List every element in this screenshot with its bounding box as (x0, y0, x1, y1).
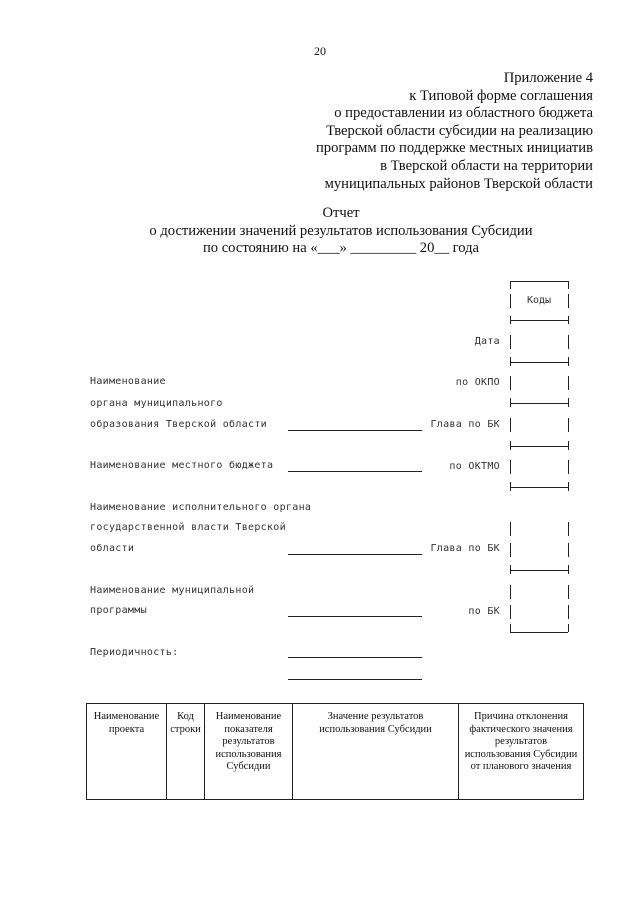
report-title (0, 205, 640, 258)
codes-tick (510, 281, 511, 289)
codes-tick (568, 357, 569, 366)
codes-tick (568, 335, 569, 349)
column-header-row-code: Код строки (167, 704, 205, 800)
budget-name-label: Наименование местного бюджета (90, 460, 274, 471)
report-date-line: по состоянию на «___» _________ 20__ года (202, 240, 480, 257)
page-number: 20 (314, 44, 326, 58)
codes-tick (510, 565, 511, 574)
codes-separator (510, 487, 568, 488)
date-label: Дата (474, 336, 500, 347)
codes-tick (568, 460, 569, 474)
glava-bk-label: Глава по БК (430, 543, 500, 554)
okpo-label: по ОКПО (455, 377, 500, 388)
codes-separator (510, 570, 568, 571)
codes-tick (510, 357, 511, 366)
codes-tick (568, 398, 569, 407)
codes-tick (568, 585, 569, 599)
codes-tick (568, 543, 569, 557)
codes-tick (510, 294, 511, 308)
codes-tick (510, 441, 511, 450)
codes-tick (510, 482, 511, 491)
codes-tick (568, 294, 569, 308)
codes-bottom-line (510, 632, 568, 633)
appendix-line: в Тверской области на территории (380, 157, 593, 174)
codes-separator (510, 403, 568, 404)
oktmo-label: по ОКТМО (449, 461, 500, 472)
codes-tick (510, 376, 511, 390)
codes-tick (568, 605, 569, 619)
codes-tick (568, 281, 569, 289)
appendix-line: муниципальных районов Тверской области (324, 175, 593, 192)
codes-tick (568, 624, 569, 632)
program-name-label: программы (90, 605, 147, 616)
appendix-header (316, 70, 593, 193)
po-bk-label: по БК (468, 606, 500, 617)
appendix-line: Приложение 4 (503, 70, 593, 86)
exec-organ-label: области (90, 543, 135, 554)
org-name-label: Наименование (90, 376, 166, 387)
program-name-field[interactable] (288, 616, 422, 617)
codes-tick (510, 460, 511, 474)
codes-separator (510, 320, 568, 321)
report-title-line: Отчет (322, 205, 360, 221)
codes-separator (510, 362, 568, 363)
codes-tick (568, 522, 569, 536)
appendix-line: к Типовой форме соглашения (409, 87, 593, 104)
org-name-field[interactable] (288, 430, 422, 431)
codes-tick (510, 418, 511, 432)
codes-tick (568, 418, 569, 432)
report-subtitle-line: о достижении значений результатов использования Субсидии (149, 222, 533, 239)
column-header-deviation-reason: Причина отклонения фактического значения результатов использования Субсидии от планового значения (459, 704, 584, 800)
codes-separator (510, 446, 568, 447)
codes-tick (510, 624, 511, 632)
exec-organ-field[interactable] (288, 554, 422, 555)
column-header-result-value: Значение результатов использования Субсидии (293, 704, 459, 800)
codes-tick (568, 376, 569, 390)
table-header-row (87, 704, 584, 800)
codes-tick (510, 335, 511, 349)
codes-tick (510, 522, 511, 536)
appendix-line: о предоставлении из областного бюджета (334, 105, 593, 122)
codes-tick (510, 398, 511, 407)
org-name-label: органа муниципального (90, 398, 223, 409)
codes-tick (510, 316, 511, 324)
codes-tick (568, 482, 569, 491)
periodicity-label: Периодичность: (90, 647, 179, 658)
codes-tick (568, 441, 569, 450)
program-name-label: Наименование муниципальной (90, 585, 255, 596)
report-table (86, 703, 584, 800)
codes-tick (568, 316, 569, 324)
codes-tick (510, 585, 511, 599)
codes-tick (510, 543, 511, 557)
codes-top-line (510, 281, 568, 282)
column-header-indicator-name: Наименование показателя результатов использования Субсидии (205, 704, 293, 800)
budget-name-field[interactable] (288, 471, 422, 472)
column-header-project-name: Наименование проекта (87, 704, 167, 800)
codes-tick (568, 565, 569, 574)
exec-organ-label: Наименование исполнительного органа (90, 502, 312, 513)
glava-bk-label: Глава по БК (430, 419, 500, 430)
appendix-line: Тверской области субсидии на реализацию (326, 122, 593, 139)
appendix-line: программ по поддержке местных инициатив (315, 140, 593, 157)
periodicity-field-extra[interactable] (288, 679, 422, 680)
org-name-label: образования Тверской области (90, 419, 267, 430)
exec-organ-label: государственной власти Тверской (90, 522, 286, 533)
periodicity-field[interactable] (288, 657, 422, 658)
codes-tick (510, 605, 511, 619)
codes-header: Коды (526, 295, 552, 306)
